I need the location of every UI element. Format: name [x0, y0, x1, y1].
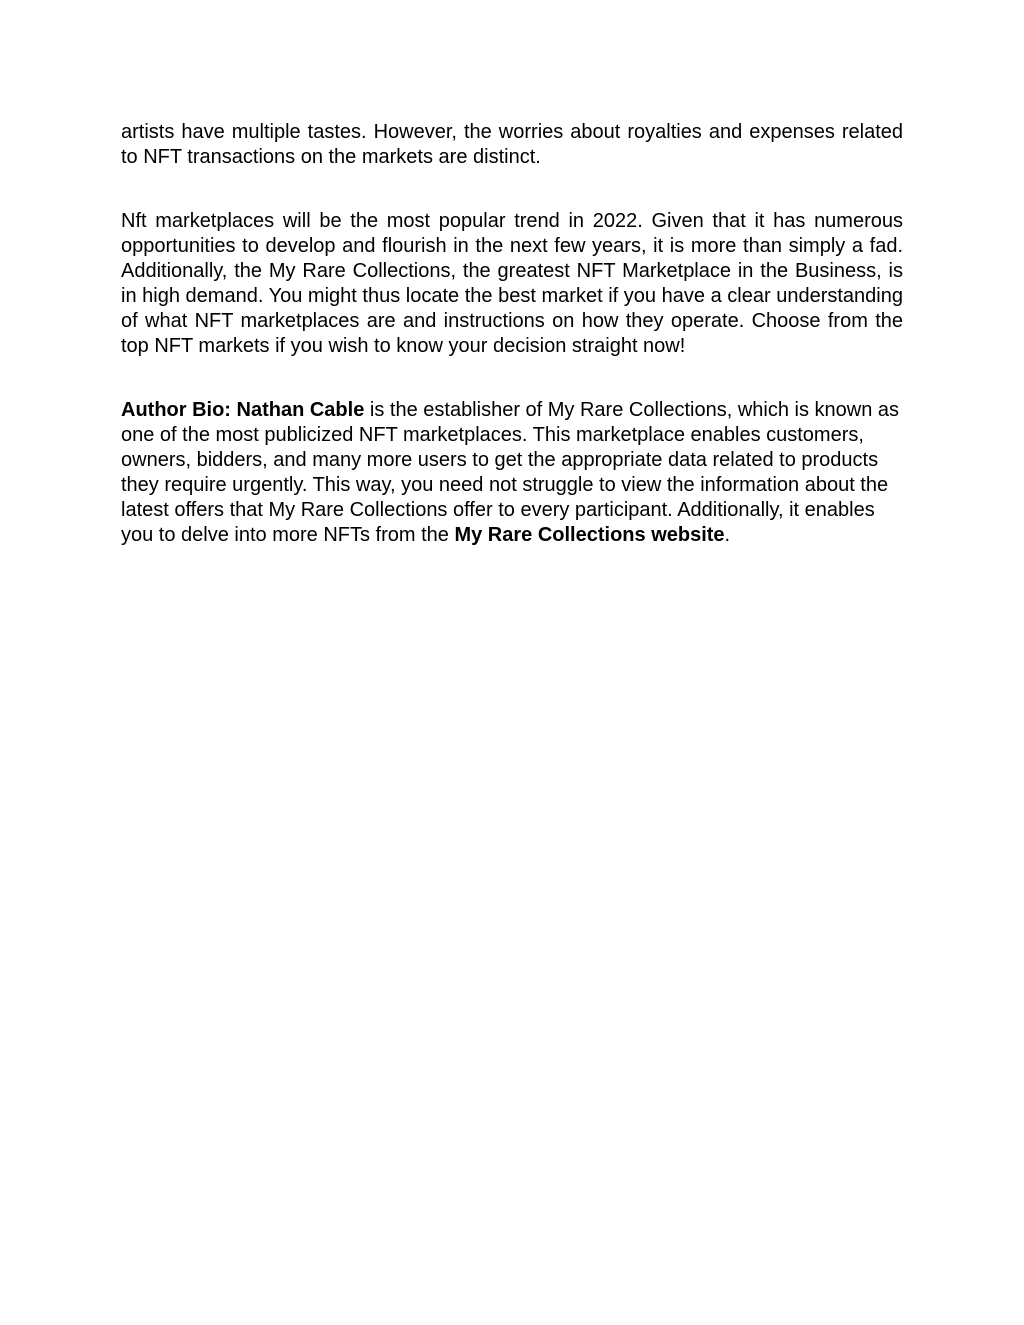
- paragraph-nft-marketplaces: Nft marketplaces will be the most popular trend in 2022. Given that it has numerous opportunities to develop and flourish in the next few years, it is more than simply a fad. Additionally, the My Rare Collections, the greatest NFT Marketplace in the Business, is in high demand. You might thus locate the best market if you have a clear understanding of what NFT marketplaces are and instructions on how they operate. Choose from the top NFT markets if you wish to know your decision straight now!: [121, 210, 903, 357]
- author-bio-text: is the establisher of My Rare Collections, which is known as one of the most publicized NFT marketplaces. This marketplace enables customers, owners, bidders, and many more users to get the appropriate data related to products they require urgently. This way, you need not struggle to view the information about the latest offers that My Rare Collections offer to every participant. Additionally, it enables you to delve into more NFTs from the: [121, 399, 900, 546]
- author-bio-end: .: [724, 524, 731, 546]
- paragraph-royalties: artists have multiple tastes. However, the worries about royalties and expenses related to NFT transactions on the markets are distinct.: [121, 121, 903, 168]
- author-bio-paragraph: [121, 398, 903, 548]
- document-body: [121, 120, 903, 587]
- author-bio-label: Author Bio: Nathan Cable: [121, 399, 365, 421]
- website-link[interactable]: My Rare Collections website: [454, 524, 725, 546]
